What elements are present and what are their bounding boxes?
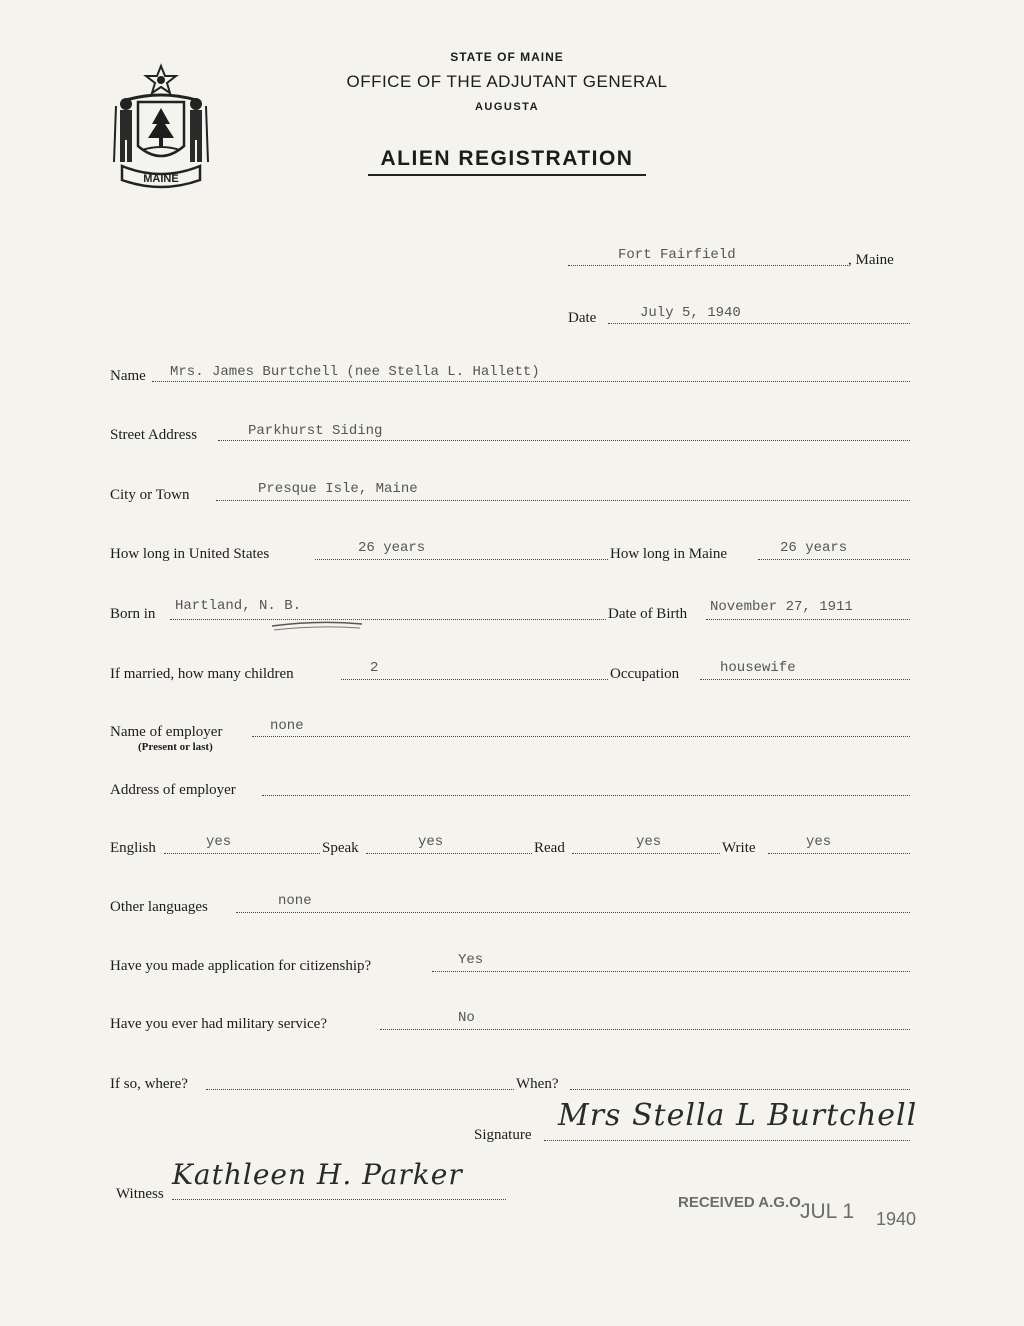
name-dots bbox=[152, 381, 910, 382]
signature-label: Signature bbox=[474, 1127, 532, 1143]
location-value: Fort Fairfield bbox=[618, 247, 736, 263]
date-label: Date bbox=[568, 310, 597, 326]
header-office: OFFICE OF THE ADJUTANT GENERAL bbox=[346, 72, 668, 91]
header-city: AUGUSTA bbox=[474, 101, 540, 113]
english-dots bbox=[164, 853, 320, 854]
us-time-value: 26 years bbox=[358, 540, 426, 556]
children-dots bbox=[341, 679, 608, 680]
street-value: Parkhurst Siding bbox=[248, 423, 383, 439]
speak-dots bbox=[366, 853, 532, 854]
where-dots bbox=[206, 1089, 514, 1090]
other-languages-value: none bbox=[278, 893, 312, 909]
children-value: 2 bbox=[370, 660, 379, 676]
born-in-dots bbox=[170, 619, 606, 620]
employer-label: Name of employer bbox=[110, 724, 223, 740]
signature-handwriting: Mrs Stella L Burtchell bbox=[558, 1098, 918, 1133]
city-value: Presque Isle, Maine bbox=[258, 481, 418, 497]
write-value: yes bbox=[806, 834, 832, 850]
location-suffix: , Maine bbox=[848, 252, 894, 268]
street-dots bbox=[218, 440, 910, 441]
citizenship-label: Have you made application for citizenship? bbox=[110, 958, 372, 974]
us-time-dots bbox=[315, 559, 608, 560]
employer-sublabel: (Present or last) bbox=[138, 741, 213, 753]
citizenship-value: Yes bbox=[458, 952, 484, 968]
svg-text:MAINE: MAINE bbox=[143, 173, 179, 185]
received-stamp: RECEIVED A.G.O. bbox=[678, 1194, 805, 1211]
received-stamp-date: JUL 1 bbox=[800, 1200, 855, 1223]
military-dots bbox=[380, 1029, 910, 1030]
maine-time-value: 26 years bbox=[780, 540, 848, 556]
read-value: yes bbox=[636, 834, 662, 850]
us-time-label: How long in United States bbox=[110, 546, 270, 562]
children-label: If married, how many children bbox=[110, 666, 294, 682]
english-label: English bbox=[110, 840, 156, 856]
city-dots bbox=[216, 500, 910, 501]
employer-address-label: Address of employer bbox=[110, 782, 236, 798]
military-label: Have you ever had military service? bbox=[110, 1016, 327, 1032]
english-value: yes bbox=[206, 834, 232, 850]
write-label: Write bbox=[722, 840, 756, 856]
date-dots bbox=[608, 323, 910, 324]
employer-dots bbox=[252, 736, 910, 737]
maine-time-dots bbox=[758, 559, 910, 560]
header-state: STATE OF MAINE bbox=[450, 50, 564, 64]
employer-value: none bbox=[270, 718, 304, 734]
name-label: Name bbox=[110, 368, 146, 384]
name-value: Mrs. James Burtchell (nee Stella L. Hallett) bbox=[170, 364, 540, 380]
form-title: ALIEN REGISTRATION bbox=[380, 147, 634, 170]
occupation-value: housewife bbox=[720, 660, 796, 676]
pencil-underline-mark bbox=[270, 618, 366, 632]
read-label: Read bbox=[534, 840, 565, 856]
maine-time-label: How long in Maine bbox=[610, 546, 728, 562]
born-in-value: Hartland, N. B. bbox=[175, 598, 302, 614]
dob-value: November 27, 1911 bbox=[710, 599, 853, 615]
read-dots bbox=[572, 853, 720, 854]
employer-address-dots bbox=[262, 795, 910, 796]
location-dots bbox=[568, 265, 848, 266]
other-languages-dots bbox=[236, 912, 910, 913]
speak-label: Speak bbox=[322, 840, 359, 856]
signature-dots bbox=[544, 1140, 910, 1141]
witness-handwriting: Kathleen H. Parker bbox=[172, 1158, 463, 1191]
dob-dots bbox=[706, 619, 910, 620]
citizenship-dots bbox=[432, 971, 910, 972]
date-value: July 5, 1940 bbox=[640, 305, 741, 321]
other-languages-label: Other languages bbox=[110, 899, 208, 915]
received-stamp-year: 1940 bbox=[876, 1209, 917, 1229]
street-label: Street Address bbox=[110, 427, 198, 443]
occupation-dots bbox=[700, 679, 910, 680]
write-dots bbox=[768, 853, 910, 854]
dob-label: Date of Birth bbox=[608, 606, 688, 622]
witness-dots bbox=[172, 1199, 506, 1200]
occupation-label: Occupation bbox=[610, 666, 680, 682]
speak-value: yes bbox=[418, 834, 444, 850]
born-in-label: Born in bbox=[110, 606, 156, 622]
city-label: City or Town bbox=[110, 487, 190, 503]
witness-label: Witness bbox=[116, 1186, 164, 1202]
title-underline bbox=[368, 174, 646, 176]
where-label: If so, where? bbox=[110, 1076, 188, 1092]
when-label: When? bbox=[516, 1076, 559, 1092]
military-value: No bbox=[458, 1010, 475, 1026]
when-dots bbox=[570, 1089, 910, 1090]
